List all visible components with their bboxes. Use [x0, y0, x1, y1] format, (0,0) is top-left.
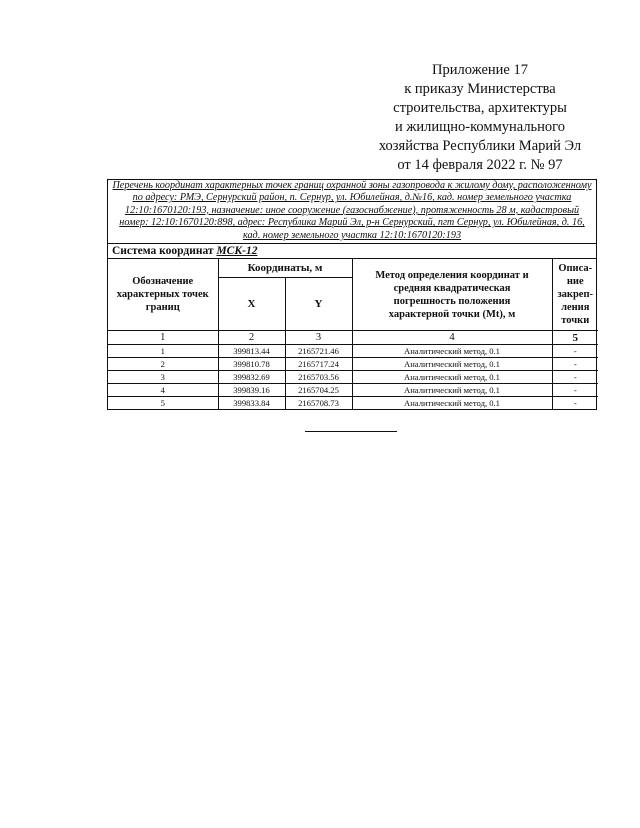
header-point: Обозначение характерных точек границ	[108, 259, 218, 331]
cell-y: 2165703.56	[285, 371, 352, 384]
cell-x: 399813.44	[218, 345, 285, 358]
coordinate-system-code: МСК-12	[216, 245, 258, 258]
header-y: Y	[285, 278, 352, 331]
cell-x: 399832.69	[218, 371, 285, 384]
cell-x: 399810.78	[218, 358, 285, 371]
cell-description: -	[552, 358, 598, 371]
header-coordinates: Координаты, м	[218, 259, 352, 278]
cell-x: 399839.16	[218, 384, 285, 397]
separator-line	[305, 431, 397, 432]
cell-method: Аналитический метод, 0.1	[352, 384, 552, 397]
cell-method: Аналитический метод, 0.1	[352, 397, 552, 410]
cell-method: Аналитический метод, 0.1	[352, 345, 552, 358]
cell-x: 399833.84	[218, 397, 285, 410]
cell-point: 2	[108, 358, 218, 371]
header-description: Описа-ние закреп-ления точки	[552, 259, 598, 331]
cell-description: -	[552, 384, 598, 397]
header-line: и жилищно-коммунального	[394, 119, 566, 135]
column-number: 3	[285, 331, 352, 345]
header-method: Метод определения координат и средняя квадратическая погрешность положения характерной точки (Mt), м	[352, 259, 552, 331]
header-line: к приказу Министерства	[404, 81, 556, 97]
cell-y: 2165704.25	[285, 384, 352, 397]
document-title: Перечень координат характерных точек границ охранной зоны газопровода к жилому дому, расположенному по адресу: РМЭ, Сернурский район, п. Сернур, ул. Юбилейная, д.№16, кад. номер земельного участка 12:10:1670120:193, назначение: иное сооружение (газоснабжение), протяженность 28 м, кадастровый номер: 12:10:1670120:898, адрес: Республика Марий Эл, р-н Сернурский, пгт Сернур, ул. Юбилейная, д. 16, кад. номер земельного участка 12:10:1670120:193	[108, 180, 596, 244]
table-row	[108, 384, 598, 397]
table-row	[108, 345, 598, 358]
table-row	[108, 358, 598, 371]
header-line: строительства, архитектуры	[393, 100, 567, 116]
coordinate-system-label: Система координат	[112, 245, 214, 258]
cell-description: -	[552, 397, 598, 410]
cell-y: 2165721.46	[285, 345, 352, 358]
coordinates-document	[107, 179, 597, 410]
column-number: 1	[108, 331, 218, 345]
appendix-header	[360, 61, 600, 175]
table-row	[108, 371, 598, 384]
cell-description: -	[552, 371, 598, 384]
cell-y: 2165717.24	[285, 358, 352, 371]
coordinates-table	[108, 259, 598, 409]
column-number-row	[108, 331, 598, 345]
column-number: 2	[218, 331, 285, 345]
coordinate-system	[108, 244, 596, 259]
cell-method: Аналитический метод, 0.1	[352, 371, 552, 384]
column-number: 5	[552, 331, 598, 345]
cell-point: 5	[108, 397, 218, 410]
cell-method: Аналитический метод, 0.1	[352, 358, 552, 371]
table-row	[108, 397, 598, 410]
cell-point: 4	[108, 384, 218, 397]
header-line: хозяйства Республики Марий Эл	[378, 138, 582, 154]
header-line: от 14 февраля 2022 г. № 97	[397, 157, 563, 173]
cell-description: -	[552, 345, 598, 358]
header-x: X	[218, 278, 285, 331]
column-number: 4	[352, 331, 552, 345]
cell-y: 2165708.73	[285, 397, 352, 410]
header-line: Приложение 17	[432, 62, 528, 78]
cell-point: 1	[108, 345, 218, 358]
cell-point: 3	[108, 371, 218, 384]
